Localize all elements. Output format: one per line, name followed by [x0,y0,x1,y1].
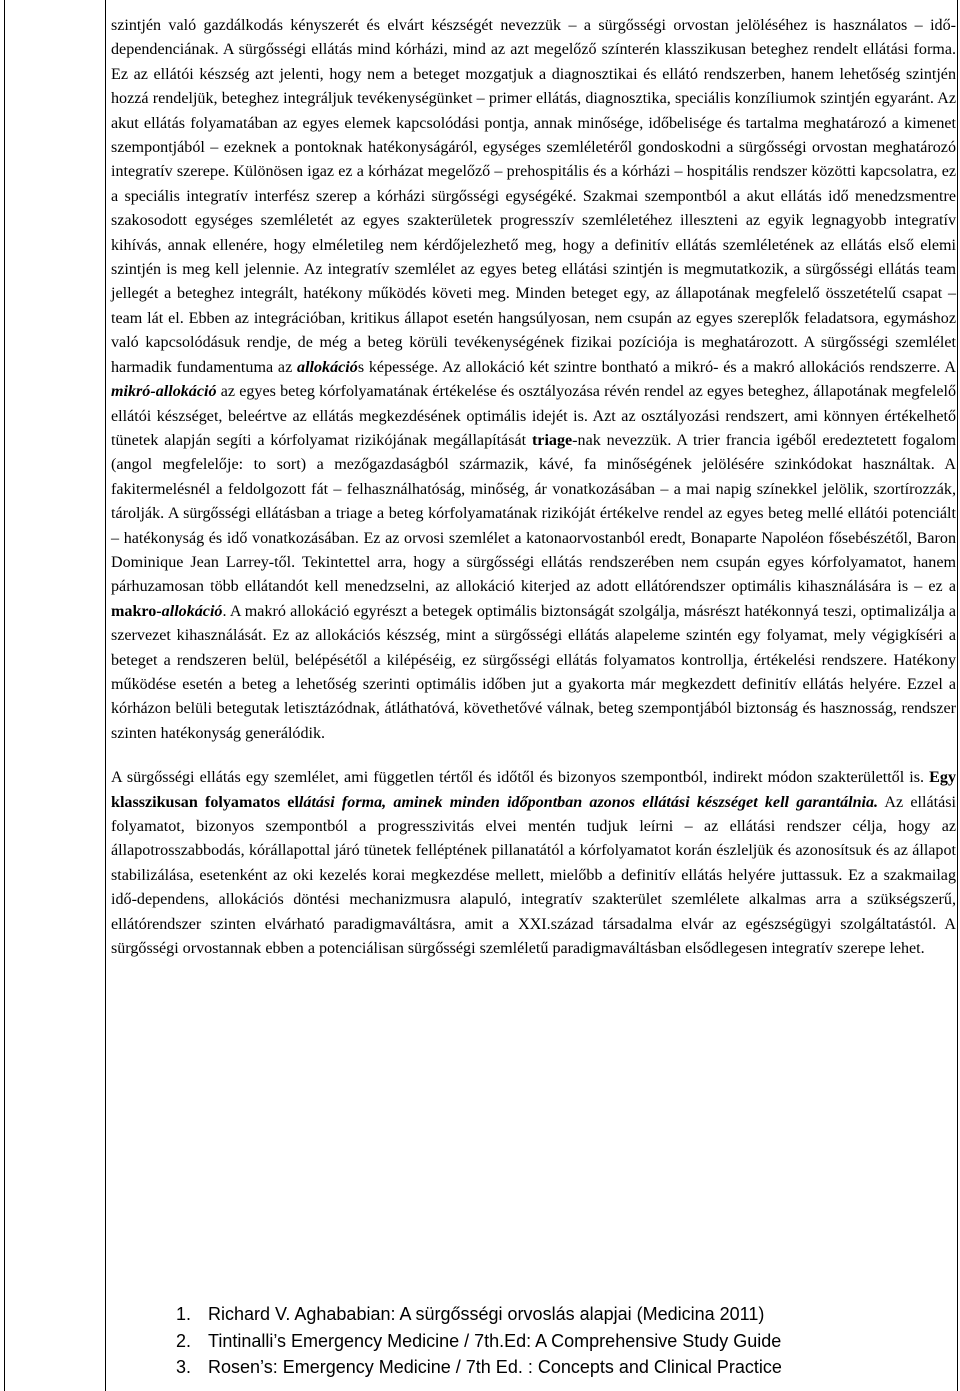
reference-text: Tintinalli’s Emergency Medicine / 7th.Ed: A Comprehensive Study Guide [208,1330,782,1351]
reference-text: Rosen’s: Emergency Medicine / 7th Ed. : Concepts and Clinical Practice [208,1357,782,1377]
macro-allocation-text: . A makró allokáció egyrészt a betegek optimális biztonságát szolgálja, másrészt hatékonnyá teszi, optimalizálja a szervezet kihasználását. Ez az allokációs készség, mint a sürgősségi ellátás alapeleme szintén egy folyamat, mely végigkíséri a beteget a rendszeren belül, belépésétől a kilépéséig, ez sürgősségi ellátás folyamatos kontrollja, értékelési rendszere. Hatékony működése esetén a beteg a lehetőség szerinti optimális időben jut a gyakorta már megkezdett definitív ellátás helyére. Ezzel a kórházon belüli betegutak letisztázódnak, átláthatóvá, követhetővé válnak, beteg szempontjából biztonság és hasznosság, rendszer szinten hatékonyság generálódik. [111,602,956,742]
reference-item [170,1328,950,1355]
paragraph-1 [111,14,956,746]
left-margin-column [4,0,106,1391]
reference-number: 2. [176,1330,192,1351]
term-allokacio: allokáció [297,358,358,376]
micro-allocation-text: az egyes beteg kórfolyamatának értékelése és osztályozása révén rendel az egyes beteghez, állapotának megfelelő ellátói készséget, beleértve az ellátás megkezdésének optimális idejét is. Azt az osztályozási rendszert, ami könnyen értékelhető tünetek alapján segíti a kórfolyamat rizikójának megállapítását [111,383,956,449]
paragraph-1-intro: szintjén való gazdálkodás kényszerét és elvárt készségét nevezzük – a sürgősségi orvostan jelöléséhez is használatos – idő-dependenciának. [111,17,956,59]
allocation-sentence-start: A sürgősségi szemlélet harmadik fundamentuma az [111,334,957,376]
term-triage: triage [531,431,573,449]
reference-number: 1. [176,1304,192,1324]
triage-text: -nak nevezzük. A trier francia igéből eredeztetett fogalom (angol megfelelője: to sort) a mezőgazdaságból származik, kávé, fa minőségének jelölésére szinkódokat használtak. A fakitermelésnél a feldolgozott fát – felhasználhatóság, minőség, ár vonatkozásában – a mai napig színekkel jelölik, szortírozzák, tárolják. A sürgősségi ellátásban a triage a beteg kórfolyamatának rizikóját értékelve rendel az egyes beteg mellé ellátói potenciált – hatékonyság és idő vonatkozásában. Ez az orvosi szemlélet a katonaorvostanból eredt, Bonaparte Napoléon fősebészétől, Baron Dominique Jean Larrey-től. Tekintettel arra, hogy a sürgősségi ellátás rendszerében nem csupán egyes kórfolyamatot, hanem párhuzamosan több ellátandót kell menedzselni, az allokáció kiterjed az adott ellátórendszer optimális kihasználására is – ez a [111,431,956,596]
allocation-sentence-middle: s képessége. Az allokáció két szintre bontható a mikró- és a makró allokációs rendszerre. A [357,358,956,376]
right-border-line [957,0,958,1391]
reference-text: Richard V. Aghababian: A sürgősségi orvoslás alapjai (Medicina 2011) [208,1304,765,1324]
paragraph-2-bold: Egy klasszikusan folyamatos el [111,769,956,811]
references-list [170,1301,950,1381]
body-text [111,14,956,961]
reference-item [170,1354,950,1381]
reference-item [170,1301,950,1328]
paragraph-2 [111,766,956,961]
paragraph-2-start: A sürgősségi ellátás egy szemlélet, ami független tértől és időtől és bizonyos szempontból, indirekt módon szakterülettől is. [111,769,930,787]
term-makro: makro- [111,602,162,620]
term-mikro-allokacio: mikró-allokáció [111,383,217,401]
reference-number: 3. [176,1357,192,1377]
paragraph-2-rest: Az ellátási folyamatot, bizonyos szempontból a progresszivitás elvei mentén tudjuk leírni – az ellátási rendszer célja, hogy az állapotrosszabbodás, kórállapottal járó tünetek felléptének pillanatától a kórfolyamatot korán észleljük és azonosítsuk és az állapot stabilizálása, esetenként az oki kezelés korai megkezdése mellett, mielőbb a definitív ellátás helyére juttassuk. Ez a szakmailag idő-dependens, allokációs döntési mechanizmusra alapuló, integratív szakterület szemlélete alkalmas arra a szükségszerű, ellátórendszer szinten elvárható paradigmaváltásra, amit a XXI.század társadalma elvár az egészségügyi szolgáltatástól. A sürgősségi orvostannak ebben a potenciálisan sürgősségi szemléletű paradigmaváltásban elsődlegesen integratív szerepe lehet. [111,793,956,958]
term-allokacio-2: allokáció [161,602,223,620]
paragraph-1-main: A sürgősségi ellátás mind kórházi, mind az azt megelőző színterén klasszikusan beteghez rendelt ellátási forma. Ez az ellátói készség azt jelenti, hogy nem a beteget mozgatjuk a diagnosztikai és ellátó rendszerben, hanem lehetőség szintjén hozzá rendeljük, beteghez integráljuk tevékenységünket – primer ellátás, diagnosztika, speciális konzíliumok szintjén egyaránt. Az akut ellátás folyamatában az egyes elemek kapcsolódási pontja, annak minősége, időbelisége és tartalma meghatározó a kimenet szempontjából – ezeknek a pontoknak hatékonyságáról, egységes szemléletéről gondoskodni a sürgősségi orvostan meghatározó integratív szerepe. Különösen igaz ez a kórházat megelőző – prehospitális és a kórházi – hospitális rendszer közötti kapcsolatra, ez a speciális integratív interfész szerep a kórházi sürgősségi egységéké. Szakmai szempontból a akut ellátás idő menedzsmentre szakosodott egységes szemléletét az egyes szakterületek progresszív szemléletéhez illeszteni az egyik legnagyobb integratív kihívás, annak ellenére, hogy elméletileg nem kérdőjelezhető meg, hogy a definitív ellátás szemléletének az ellátás első elemi szintjén is meg kell jelennie. Az integratív szemlélet az egyes beteg ellátási szintjén is megmutatkozik, a sürgősségi ellátás team jellegét a beteghez integrált, hatékony működés követi meg. Minden beteget egy, az állapotának megfelelő összetételű csapat – team lát el. Ebben az integrációban, kritikus állapot esetén hangsúlyosan, nem csupán az egyes szereplők feladatsora, egymáshoz való kapcsolódásuk rendje, de még a beteg körüli tevékenységének fizikai pozíciója is meghatározott. [111,41,956,352]
paragraph-2-bold-italic: látási forma, aminek minden időpontban azonos ellátási készséget kell garantálnia. [298,793,879,811]
